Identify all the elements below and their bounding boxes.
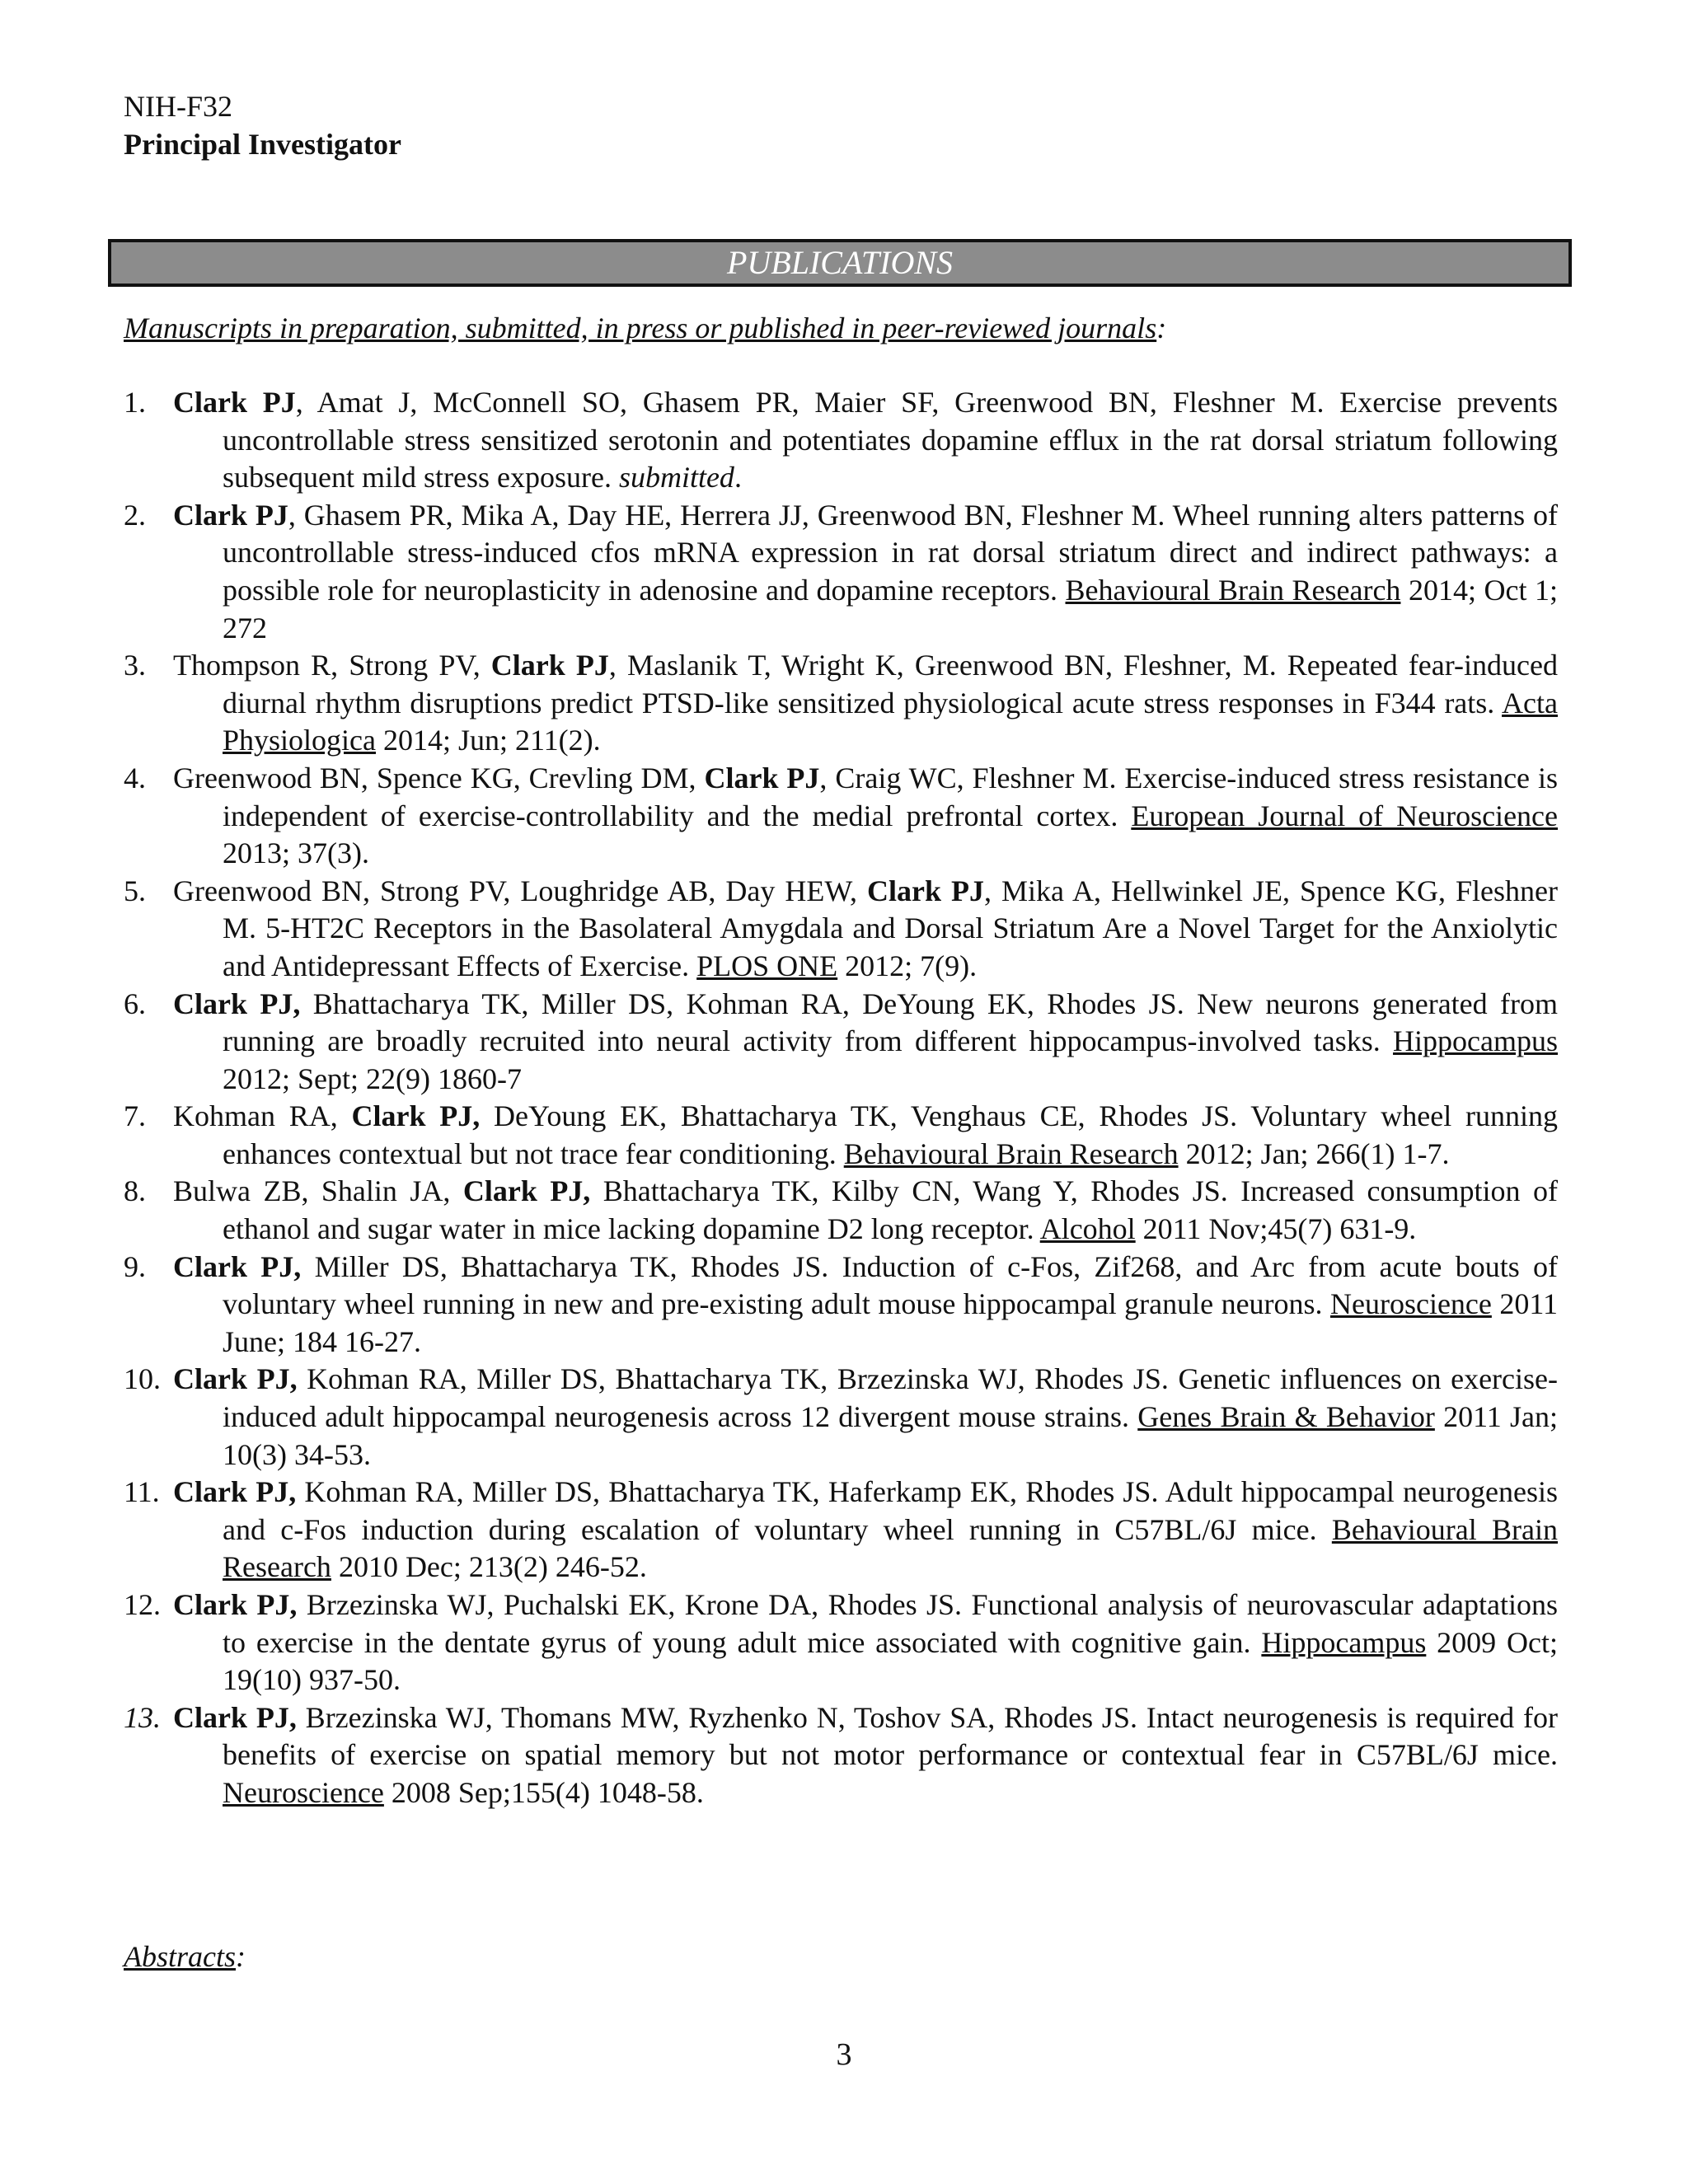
publication-item <box>124 497 1558 647</box>
publication-citation <box>173 1099 1558 1170</box>
citation-journal[interactable]: PLOS ONE <box>696 949 838 982</box>
citation-highlight-author: Clark PJ, <box>173 987 301 1020</box>
publication-citation <box>173 1475 1558 1583</box>
citation-body: Kohman RA, Miller DS, Bhattacharya TK, Haferkamp EK, Rhodes JS. Adult hippocampal neurogenesis and c-Fos induction during escalation of voluntary wheel running in C57BL/6J mice. <box>223 1475 1558 1546</box>
citation-highlight-author: Clark PJ, <box>173 1362 298 1396</box>
publication-number: 7. <box>124 1099 146 1133</box>
publication-citation <box>173 1250 1558 1358</box>
citation-journal[interactable]: Behavioural Brain Research <box>223 1512 1559 1584</box>
section-title-bar <box>108 239 1572 287</box>
citation-highlight-author: Clark PJ <box>490 649 609 682</box>
citation-body: , Ghasem PR, Mika A, Day HE, Herrera JJ, Greenwood BN, Fleshner M. Wheel running alters patterns of uncontrollable stress-induced cfos mRNA expression in rat dorsal striatum direct and indirect pathways: a possible role for neuroplasticity in adenosine and dopamine receptors. <box>223 498 1558 607</box>
citation-highlight-author: Clark PJ, <box>173 1249 302 1283</box>
citation-highlight-author: Clark PJ, <box>173 1700 297 1734</box>
citation-highlight-author: Clark PJ, <box>462 1174 591 1208</box>
citation-journal[interactable]: Hippocampus <box>1261 1625 1427 1659</box>
publication-item <box>124 1699 1558 1812</box>
publication-item <box>124 1249 1558 1361</box>
publication-citation <box>173 874 1558 982</box>
publication-item <box>124 384 1558 497</box>
citation-body: , Craig WC, Fleshner M. Exercise-induced stress resistance is independent of exercise-controllability and the medial prefrontal cortex. <box>223 761 1558 832</box>
manuscripts-heading: Manuscripts in preparation, submitted, in press or published in peer-reviewed journals: <box>124 312 1167 344</box>
publication-number: 11. <box>124 1475 160 1509</box>
citation-body: Bhattacharya TK, Kilby CN, Wang Y, Rhodes JS. Increased consumption of ethanol and sugar water in mice lacking dopamine D2 long receptor. <box>223 1174 1558 1246</box>
publication-citation <box>173 499 1558 644</box>
citation-body: , Amat J, McConnell SO, Ghasem PR, Maier SF, Greenwood BN, Fleshner M. Exercise prevents uncontrollable stress sensitized serotonin and potentiates dopamine efflux in the rat dorsal striatum following subsequent mild stress exposure. <box>223 386 1558 494</box>
citation-highlight-author: Clark PJ, <box>173 1475 297 1509</box>
citation-details: 2010 Dec; 213(2) 246-52. <box>331 1550 647 1584</box>
citation-journal[interactable]: European Journal of Neuroscience <box>1131 799 1558 832</box>
citation-journal[interactable]: Behavioural Brain Research <box>843 1137 1179 1170</box>
abstracts-heading: Abstracts: <box>124 1940 246 1973</box>
citation-body: , Maslanik T, Wright K, Greenwood BN, Fleshner, M. Repeated fear-induced diurnal rhythm disruptions predict PTSD-like sensitized physiological acute stress responses in F344 rats. <box>223 649 1558 719</box>
citation-details: 2011 Nov;45(7) 631-9. <box>1135 1212 1417 1246</box>
citation-journal[interactable]: Genes Brain & Behavior <box>1137 1400 1435 1434</box>
publication-citation <box>173 762 1558 869</box>
citation-body: Bhattacharya TK, Miller DS, Kohman RA, DeYoung EK, Rhodes JS. New neurons generated from running are broadly recruited into neural activity from different hippocampus-involved tasks. <box>223 987 1559 1058</box>
publication-list <box>124 384 1558 1812</box>
citation-highlight-author: Clark PJ <box>173 386 296 419</box>
citation-details: 2008 Sep;155(4) 1048-58. <box>383 1775 704 1809</box>
publication-citation <box>173 1588 1558 1696</box>
citation-details: 2014; Oct 1; 272 <box>223 573 1559 644</box>
publication-number: 2. <box>124 498 146 532</box>
citation-highlight-author: Clark PJ <box>704 761 820 794</box>
citation-highlight-author: Clark PJ, <box>173 1588 298 1621</box>
publication-number: 1. <box>124 386 146 419</box>
citation-authors-before: Greenwood BN, Spence KG, Crevling DM, <box>173 761 705 794</box>
publication-number: 8. <box>124 1174 146 1208</box>
citation-journal[interactable]: Alcohol <box>1039 1212 1136 1246</box>
publication-number: 10. <box>124 1362 161 1396</box>
publication-item <box>124 647 1558 760</box>
citation-journal[interactable]: Neuroscience <box>1329 1287 1492 1321</box>
citation-details: 2011 June; 184 16-27. <box>223 1287 1558 1358</box>
publication-citation <box>173 1701 1558 1809</box>
citation-authors-before: Bulwa ZB, Shalin JA, <box>173 1174 463 1208</box>
citation-journal[interactable]: Neuroscience <box>223 1775 384 1809</box>
citation-authors-before: Thompson R, Strong PV, <box>173 649 491 682</box>
section-title: PUBLICATIONS <box>726 244 954 281</box>
publication-item <box>124 760 1558 873</box>
publication-citation <box>173 1362 1558 1470</box>
publication-citation <box>173 1174 1558 1245</box>
publication-number: 3. <box>124 649 146 682</box>
citation-details: 2014; Jun; 211(2). <box>376 724 601 757</box>
citation-highlight-author: Clark PJ <box>173 498 288 532</box>
publication-item <box>124 873 1558 986</box>
publication-number: 5. <box>124 874 146 907</box>
citation-details: 2011 Jan; 10(3) 34-53. <box>223 1400 1559 1471</box>
citation-details: 2012; 7(9). <box>837 949 978 982</box>
publication-number: 13. <box>124 1700 161 1734</box>
role-title: Principal Investigator <box>124 128 401 161</box>
citation-body: Miller DS, Bhattacharya TK, Rhodes JS. Induction of c-Fos, Zif268, and Arc from acute bouts of voluntary wheel running in new and pre-existing adult mouse hippocampal granule neurons. <box>223 1249 1558 1321</box>
manuscripts-heading-text: Manuscripts in preparation, submitted, in press or published in peer-reviewed journals <box>124 312 1157 344</box>
citation-highlight-author: Clark PJ <box>867 874 985 907</box>
publication-number: 6. <box>124 987 146 1020</box>
citation-details: 2012; Jan; 266(1) 1-7. <box>1178 1137 1450 1170</box>
citation-details: 2012; Sept; 22(9) 1860-7 <box>223 1062 522 1095</box>
publication-number: 9. <box>124 1249 146 1283</box>
citation-authors-before: Kohman RA, <box>173 1099 352 1133</box>
page-number: 3 <box>836 2037 852 2072</box>
citation-journal[interactable]: Behavioural Brain Research <box>1065 573 1401 607</box>
grant-code: NIH-F32 <box>124 90 232 123</box>
publication-item <box>124 1474 1558 1586</box>
citation-body: DeYoung EK, Bhattacharya TK, Venghaus CE, Rhodes JS. Voluntary wheel running enhances contextual but not trace fear conditioning. <box>223 1099 1558 1170</box>
citation-body: , Mika A, Hellwinkel JE, Spence KG, Fleshner M. 5-HT2C Receptors in the Basolateral Amygdala and Dorsal Striatum Are a Novel Target for the Anxiolytic and Antidepressant Effects of Exercise. <box>223 874 1558 982</box>
citation-status: submitted <box>618 461 734 494</box>
publication-item <box>124 1173 1558 1248</box>
publication-item <box>124 1586 1558 1699</box>
publication-citation <box>173 649 1558 757</box>
publication-citation <box>173 386 1558 494</box>
citation-authors-before: Greenwood BN, Strong PV, Loughridge AB, Day HEW, <box>173 874 868 907</box>
citation-body: Brzezinska WJ, Thomans MW, Ryzhenko N, Toshov SA, Rhodes JS. Intact neurogenesis is required for benefits of exercise on spatial memory but not motor performance or contextual fear in C57BL/6J mice. <box>223 1700 1558 1772</box>
publication-citation <box>173 987 1558 1095</box>
publication-item <box>124 1361 1558 1474</box>
citation-journal[interactable]: Hippocampus <box>1393 1024 1558 1058</box>
publication-item <box>124 986 1558 1099</box>
citation-body: Brzezinska WJ, Puchalski EK, Krone DA, Rhodes JS. Functional analysis of neurovascular adaptations to exercise in the dentate gyrus of young adult mice associated with cognitive gain. <box>223 1588 1558 1659</box>
publication-number: 4. <box>124 761 146 794</box>
citation-details: 2013; 37(3). <box>223 837 369 870</box>
abstracts-heading-text: Abstracts <box>124 1940 237 1973</box>
citation-details: 2009 Oct; 19(10) 937-50. <box>223 1625 1558 1697</box>
citation-journal[interactable]: Acta Physiologica <box>223 686 1558 757</box>
publication-item <box>124 1098 1558 1173</box>
publication-number: 12. <box>124 1588 161 1621</box>
citation-highlight-author: Clark PJ, <box>351 1099 481 1133</box>
citation-body: Kohman RA, Miller DS, Bhattacharya TK, Brzezinska WJ, Rhodes JS. Genetic influences on exercise-induced adult hippocampal neurogenesis across 12 divergent mouse strains. <box>223 1362 1558 1434</box>
citation-details: . <box>734 461 742 494</box>
document-header <box>124 87 401 163</box>
